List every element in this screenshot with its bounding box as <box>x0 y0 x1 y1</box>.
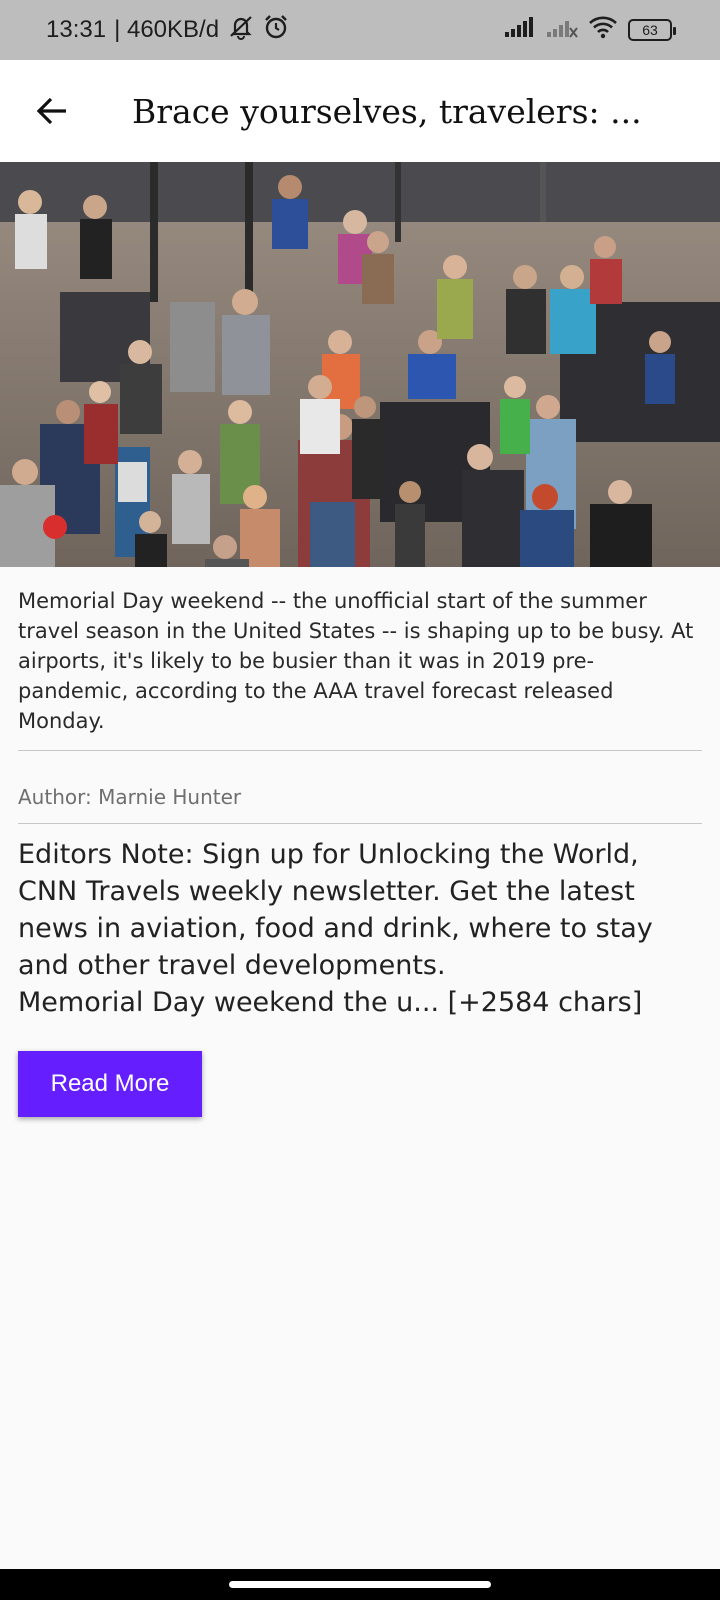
alarm-icon <box>263 14 289 47</box>
status-left <box>46 14 289 47</box>
battery-level: 63 <box>642 22 658 38</box>
bell-off-icon <box>227 14 255 47</box>
article-description: Memorial Day weekend -- the unofficial start of the summer travel season in the United States -- is shaping up to be busy. At airports, it's likely to be busier than it was in 2019 pre-pandemic, according to the AAA travel forecast released Monday. <box>18 589 694 733</box>
article-author: Author: Marnie Hunter <box>18 785 242 809</box>
status-time: 13:31 <box>46 16 107 43</box>
wifi-icon <box>588 15 618 46</box>
status-bar <box>0 0 720 60</box>
network-speed: | 460KB/d <box>114 16 220 43</box>
article-body-truncated: Memorial Day weekend the u... [+2584 chars] <box>18 987 643 1018</box>
arrow-left-icon <box>35 96 69 126</box>
article-body: Editors Note: Sign up for Unlocking the World, CNN Travels weekly newsletter. Get the latest news in aviation, food and drink, where to stay and other travel developments. <box>18 839 653 981</box>
signal-icon <box>504 16 536 45</box>
read-more-button[interactable]: Read More <box>18 1051 202 1117</box>
app-bar <box>0 60 720 162</box>
article-content <box>18 586 702 1117</box>
battery-icon <box>628 19 672 41</box>
signal-no-icon <box>546 16 578 45</box>
back-button[interactable] <box>22 81 82 141</box>
navigation-bar <box>0 1569 720 1600</box>
home-indicator[interactable] <box>229 1581 491 1588</box>
article-image <box>0 162 720 567</box>
status-right <box>504 15 672 46</box>
page-title: Brace yourselves, travelers: ... <box>132 91 642 131</box>
